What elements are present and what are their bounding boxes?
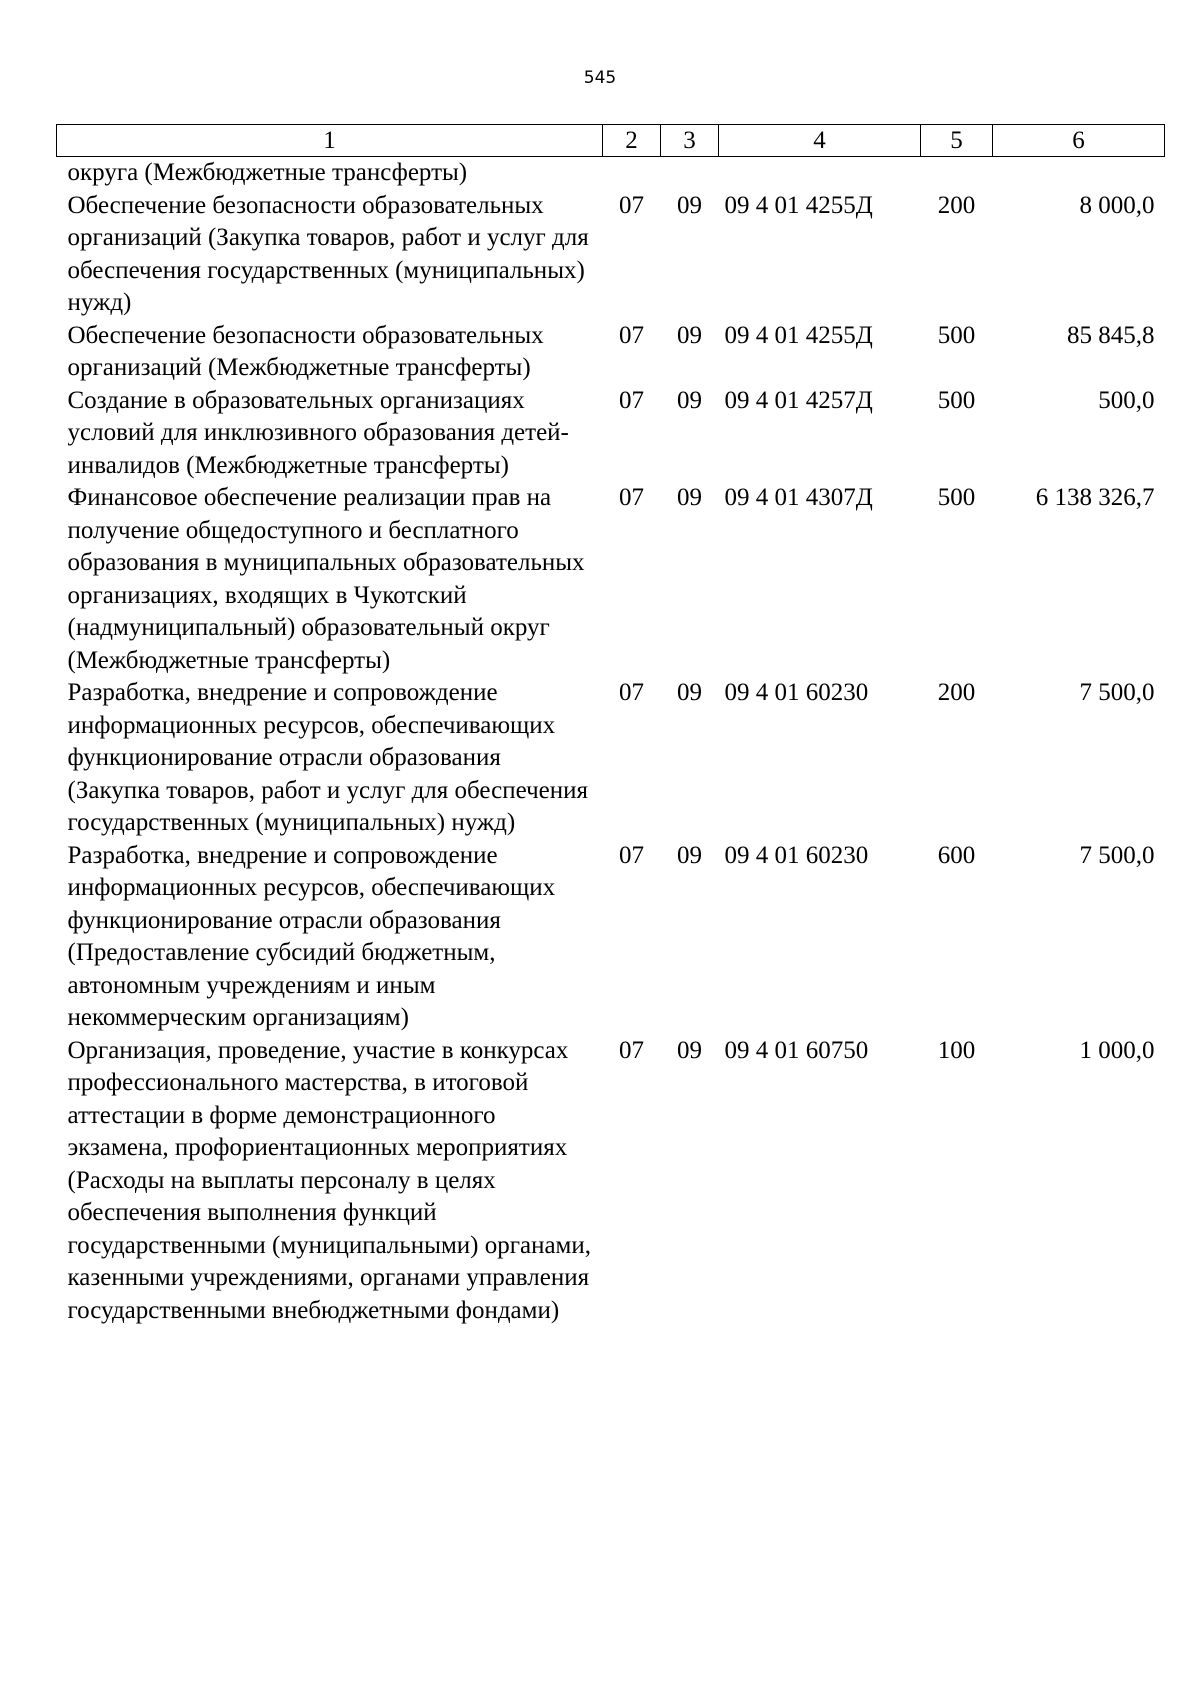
- header-col-3: 3: [661, 125, 719, 157]
- row-subsection: 09: [677, 321, 702, 349]
- row-target-article: 09 4 01 60230: [724, 679, 869, 706]
- row-name: Обеспечение безопасности образовательных организаций (Межбюджетные трансферты): [67, 321, 544, 381]
- row-expense-type: 500: [937, 321, 976, 349]
- header-col-2: 2: [603, 125, 661, 157]
- row-subsection: 09: [677, 841, 702, 869]
- row-section: 07: [619, 321, 644, 349]
- row-target-article: [719, 157, 921, 190]
- row-expense-type: 500: [937, 386, 976, 414]
- row-amount: 6 138 326,7: [1035, 484, 1155, 511]
- table-body: [57, 157, 1165, 1328]
- row-section: 07: [619, 841, 644, 869]
- row-subsection: [661, 157, 719, 190]
- row-amount: 8 000,0: [1079, 191, 1155, 219]
- row-subsection: 09: [677, 679, 702, 706]
- row-expense-type: 600: [937, 841, 976, 869]
- row-name: Создание в образовательных организациях условий для инклюзивного образования детей-инвалидов (Межбюджетные трансферты): [67, 386, 569, 479]
- row-section: 07: [619, 1036, 644, 1064]
- row-name: Организация, проведение, участие в конкурсах профессионального мастерства, в итоговой аттестации в форме демонстрационного экзамена, профориентационных мероприятиях (Расходы на выплаты персоналу в целях обеспечения выполнения функций государственными (муниципальными) органами, казенными учреждениями, органами управления государственными внебюджетными фондами): [67, 1036, 591, 1324]
- row-target-article: 09 4 01 4307Д: [724, 484, 873, 511]
- table-row: [57, 482, 1165, 677]
- row-subsection: 09: [677, 191, 702, 219]
- page-number: 545: [583, 68, 617, 88]
- row-section: 07: [619, 679, 644, 706]
- row-amount: 500,0: [1098, 386, 1155, 414]
- table-row: [57, 320, 1165, 385]
- table-row: [57, 385, 1165, 483]
- row-target-article: 09 4 01 4257Д: [724, 386, 873, 414]
- row-amount: 7 500,0: [1079, 679, 1155, 706]
- row-target-article: 09 4 01 4255Д: [724, 191, 873, 219]
- table-row: [57, 677, 1165, 840]
- row-subsection: 09: [677, 1036, 702, 1064]
- row-target-article: 09 4 01 4255Д: [724, 321, 873, 349]
- row-target-article: 09 4 01 60230: [724, 841, 869, 869]
- row-expense-type: [921, 157, 993, 190]
- row-section: [603, 157, 661, 190]
- row-section: 07: [619, 191, 644, 219]
- header-col-4: 4: [719, 125, 921, 157]
- row-subsection: 09: [677, 484, 702, 511]
- row-amount: 7 500,0: [1079, 841, 1155, 869]
- row-amount: [993, 157, 1165, 190]
- header-col-1: 1: [57, 125, 603, 157]
- row-amount: 85 845,8: [1067, 321, 1155, 349]
- row-target-article: 09 4 01 60750: [724, 1036, 869, 1064]
- row-name: Разработка, внедрение и сопровождение информационных ресурсов, обеспечивающих функционирование отрасли образования (Предоставление субсидий бюджетным, автономным учреждениям и иным некоммерческим организациям): [67, 841, 556, 1031]
- row-section: 07: [619, 484, 644, 511]
- row-name: Обеспечение безопасности образовательных организаций (Закупка товаров, работ и услуг для обеспечения государственных (муниципальных) нужд): [67, 191, 589, 316]
- row-expense-type: 200: [937, 191, 976, 219]
- table-row: [57, 157, 1165, 190]
- row-expense-type: 500: [937, 484, 976, 511]
- table-header: [57, 125, 1165, 157]
- row-section: 07: [619, 386, 644, 414]
- header-col-5: 5: [921, 125, 993, 157]
- row-expense-type: 100: [937, 1036, 976, 1064]
- table-row: [57, 840, 1165, 1035]
- table-row: [57, 1035, 1165, 1328]
- row-name: Финансовое обеспечение реализации прав на получение общедоступного и бесплатного образования в муниципальных образовательных организациях, входящих в Чукотский (надмуниципальный) образовательный округ (Межбюджетные трансферты): [67, 484, 585, 674]
- table-row: [57, 190, 1165, 320]
- row-expense-type: 200: [937, 679, 976, 706]
- row-name: округа (Межбюджетные трансферты): [67, 159, 468, 186]
- row-name: Разработка, внедрение и сопровождение информационных ресурсов, обеспечивающих функционирование отрасли образования (Закупка товаров, работ и услуг для обеспечения государственных (муниципальных) нужд): [67, 679, 588, 836]
- header-col-6: 6: [993, 125, 1165, 157]
- budget-table: [56, 124, 1165, 1327]
- header-row: [57, 125, 1165, 157]
- row-subsection: 09: [677, 386, 702, 414]
- row-amount: 1 000,0: [1079, 1036, 1155, 1064]
